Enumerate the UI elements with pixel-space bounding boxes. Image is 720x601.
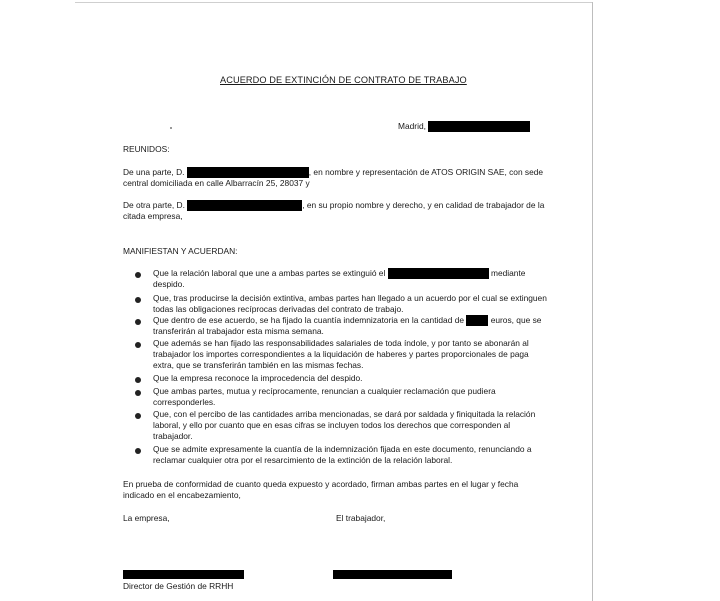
bullet-marker: [135, 342, 141, 348]
clause-2-line2: todas las obligaciones recíprocas derivadas del contrato de trabajo.: [153, 304, 404, 314]
document-title: ACUERDO DE EXTINCIÓN DE CONTRATO DE TRABAJO: [220, 75, 467, 85]
redacted-worker-signatory: [333, 570, 452, 579]
place-date-line: [398, 121, 530, 132]
clause-3-line1: [153, 315, 541, 326]
clause-8-line1: Que se admite expresamente la cuantía de la indemnización fijada en este documento, renunciando a: [153, 444, 532, 454]
clause-6-line2: corresponderles.: [153, 397, 216, 407]
bullet-marker: [135, 377, 141, 383]
reunidos-heading: REUNIDOS:: [123, 144, 170, 154]
bullet-marker: [135, 448, 141, 454]
bullet-marker: [135, 272, 141, 278]
clause-1-text: Que la relación laboral que une a ambas partes se extinguió el: [153, 268, 386, 278]
party2-line1: [123, 200, 544, 211]
bullet-marker: [135, 319, 141, 325]
redacted-termination-date: [388, 268, 489, 279]
redacted-worker-name: [187, 200, 302, 211]
clause-4-line2: trabajador los importes correspondientes a la liquidación de haberes y partes proporcionales de paga: [153, 349, 529, 359]
party1-line2: central domiciliada en calle Albarracín 25, 28037 y: [123, 178, 310, 188]
clause-6-line1: Que ambas partes, mutua y recíprocamente, renuncian a cualquier reclamación que pudiera: [153, 386, 496, 396]
signatory-role: Director de Gestión de RRHH: [123, 581, 234, 591]
clause-5-line1: Que la empresa reconoce la improcedencia del despido.: [153, 373, 363, 383]
closing-line2: indicado en el encabezamiento,: [123, 490, 241, 500]
redacted-amount: [466, 315, 488, 326]
bullet-marker: [135, 390, 141, 396]
clause-3-text: Que dentro de ese acuerdo, se ha fijado la cuantía indemnizatoria en la cantidad de: [153, 315, 465, 325]
redacted-company-representative: [187, 167, 309, 178]
manifiestan-heading: MANIFIESTAN Y ACUERDAN:: [123, 246, 238, 256]
clause-3-text-end: euros, que se: [490, 315, 542, 325]
clause-7-line1: Que, con el percibo de las cantidades arriba mencionadas, se dará por saldada y finiquitada la relación: [153, 409, 536, 419]
clause-7-line3: trabajador.: [153, 431, 193, 441]
place-label: Madrid,: [398, 121, 426, 131]
clause-4-line3: extra, que se transferirán también en las mismas fechas.: [153, 360, 364, 370]
scan-speck: [170, 127, 172, 129]
party1-prefix: De una parte, D.: [123, 167, 185, 177]
clause-3-line2: transferirán al trabajador esta misma semana.: [153, 326, 324, 336]
party2-prefix: De otra parte, D.: [123, 200, 185, 210]
party2-line2: citada empresa,: [123, 211, 183, 221]
clause-1-line1: [153, 268, 525, 279]
closing-line1: En prueba de conformidad de cuanto queda expuesto y acordado, firman ambas partes en el lugar y fecha: [123, 479, 519, 489]
redacted-date: [428, 121, 530, 132]
clause-7-line2: laboral, y ello por cuanto que en esas cifras se incluyen todos los derechos que corresponden al: [153, 420, 511, 430]
clause-4-line1: Que además se han fijado las responsabilidades salariales de toda índole, y por tanto se abonarán al: [153, 338, 529, 348]
redacted-company-signatory: [123, 570, 244, 579]
bullet-marker: [135, 297, 141, 303]
clause-2-line1: Que, tras producirse la decisión extintiva, ambas partes han llegado a un acuerdo por el cual se extinguen: [153, 293, 547, 303]
signature-worker-label: El trabajador,: [336, 513, 386, 523]
party2-suffix: , en su propio nombre y derecho, y en calidad de trabajador de la: [302, 200, 545, 210]
bullet-marker: [135, 413, 141, 419]
party1-line1: [123, 167, 543, 178]
signature-company-label: La empresa,: [123, 513, 170, 523]
party1-suffix: , en nombre y representación de ATOS ORIGIN SAE, con sede: [308, 167, 544, 177]
clause-1-text-end: mediante: [490, 268, 526, 278]
clause-1-line2: despido.: [153, 279, 185, 289]
clause-8-line2: reclamar cualquier otra por el resarcimiento de la extinción de la relación laboral.: [153, 455, 453, 465]
